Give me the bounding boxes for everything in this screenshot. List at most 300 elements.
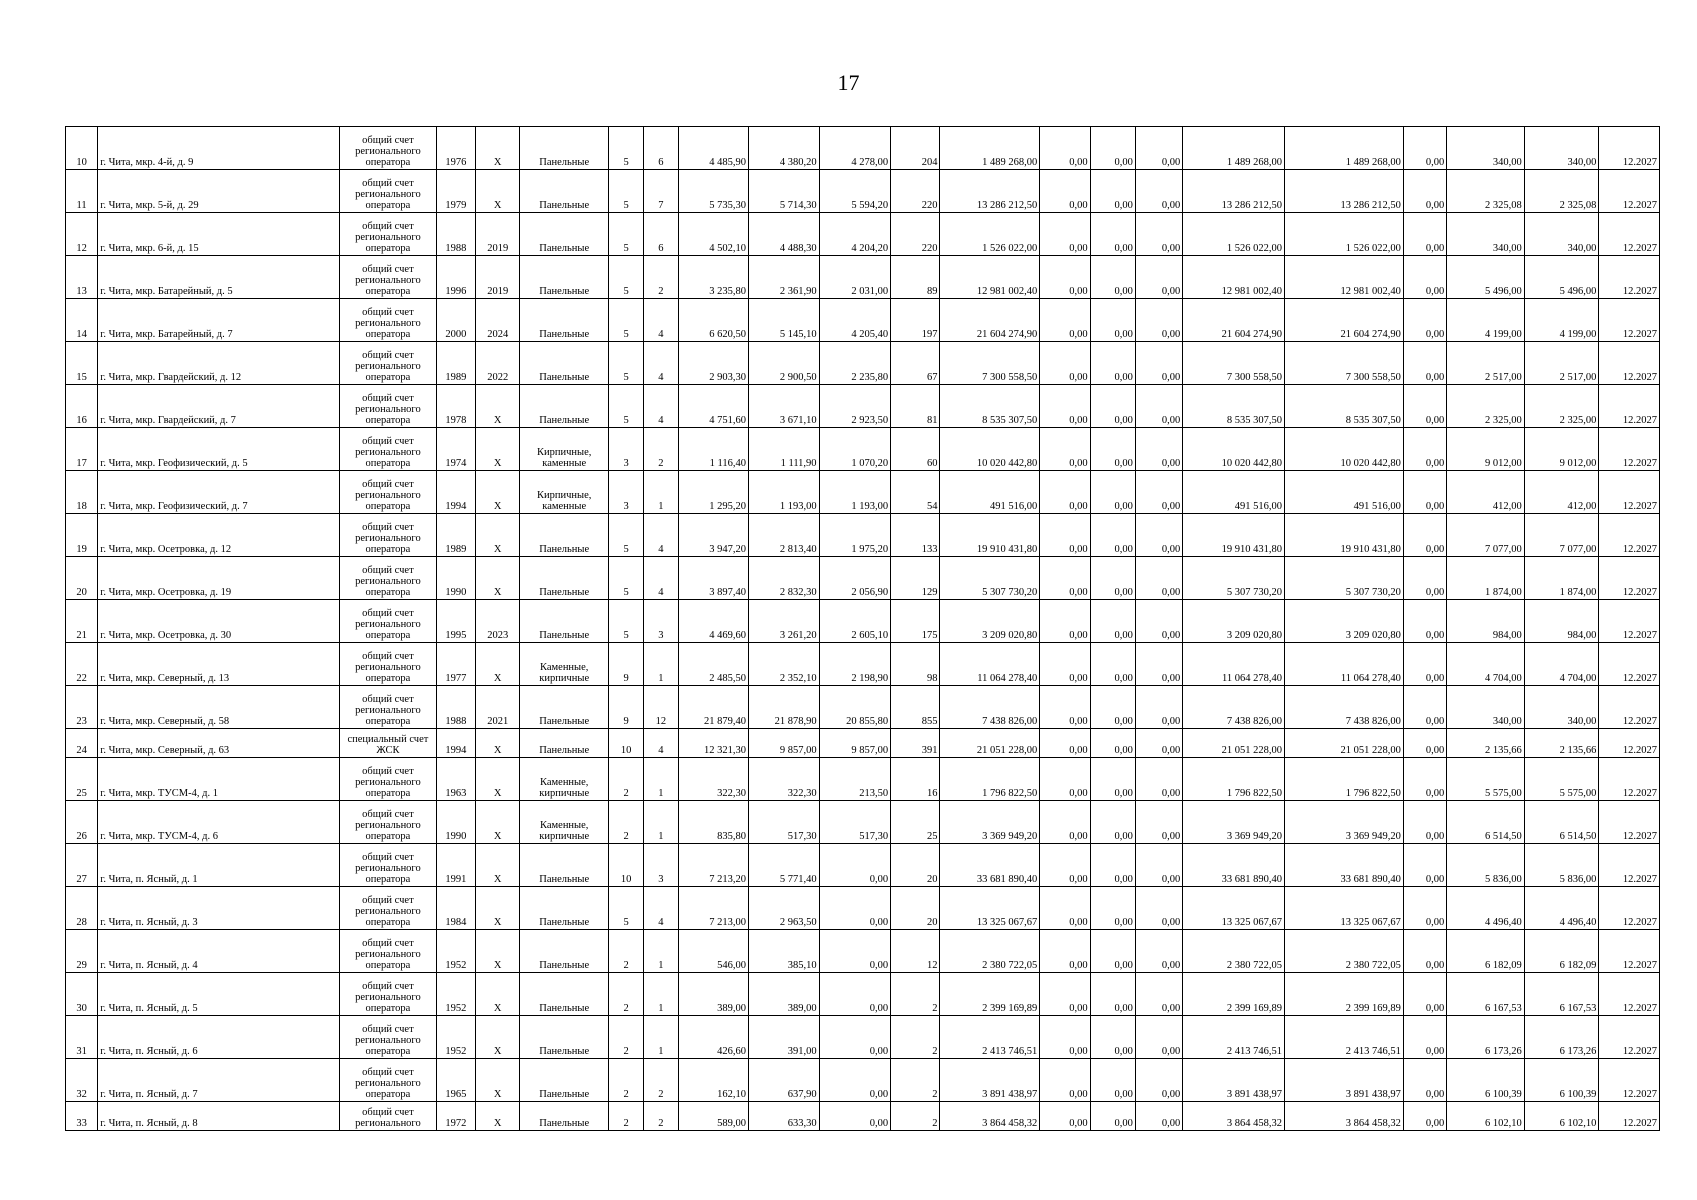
table-row	[66, 844, 1660, 887]
cell-account-type: общий счет регионального оператора	[340, 213, 437, 256]
cell-unit-cost: 2 517,00	[1447, 342, 1525, 385]
cell-cost-local: 0,00	[1135, 471, 1182, 514]
cell-account-type: общий счет регионального оператора	[340, 299, 437, 342]
cell-entrances: 2	[644, 1102, 678, 1131]
cell-cost-owners-total: 12 981 002,40	[1285, 256, 1404, 299]
cell-row-number: 31	[66, 1016, 98, 1059]
cell-row-number: 26	[66, 801, 98, 844]
cell-deadline: 12.2027	[1599, 385, 1660, 428]
cell-overhaul-year: Х	[476, 844, 520, 887]
cell-cost-other: 0,00	[1403, 729, 1446, 758]
cell-cost-total: 10 020 442,80	[940, 428, 1040, 471]
cell-total-area: 3 897,40	[678, 557, 749, 600]
cell-unit-cost-limit: 9 012,00	[1524, 428, 1599, 471]
cell-unit-cost-limit: 2 325,08	[1524, 170, 1599, 213]
cell-area-residential: 1 070,20	[819, 428, 891, 471]
cell-area-residential: 2 031,00	[819, 256, 891, 299]
cell-wall-material: Панельные	[520, 385, 609, 428]
cell-area-residential: 20 855,80	[819, 686, 891, 729]
cell-cost-regional: 0,00	[1090, 758, 1135, 801]
cell-entrances: 7	[644, 170, 678, 213]
cell-cost-local: 0,00	[1135, 844, 1182, 887]
cell-account-type: общий счет регионального оператора	[340, 930, 437, 973]
cell-row-number: 21	[66, 600, 98, 643]
cell-cost-regional: 0,00	[1090, 385, 1135, 428]
cell-overhaul-year: Х	[476, 643, 520, 686]
cell-deadline: 12.2027	[1599, 801, 1660, 844]
cell-floors: 5	[609, 600, 644, 643]
cell-cost-federal: 0,00	[1040, 127, 1090, 170]
cell-cost-regional: 0,00	[1090, 213, 1135, 256]
table-row	[66, 299, 1660, 342]
cell-cost-federal: 0,00	[1040, 729, 1090, 758]
cell-cost-regional: 0,00	[1090, 686, 1135, 729]
cell-cost-regional: 0,00	[1090, 887, 1135, 930]
cell-cost-local: 0,00	[1135, 428, 1182, 471]
cell-cost-total: 1 526 022,00	[940, 213, 1040, 256]
cell-cost-total: 3 369 949,20	[940, 801, 1040, 844]
cell-build-year: 1977	[436, 643, 475, 686]
cell-wall-material: Каменные, кирпичные	[520, 801, 609, 844]
cell-total-area: 389,00	[678, 973, 749, 1016]
cell-total-area: 322,30	[678, 758, 749, 801]
cell-cost-other: 0,00	[1403, 471, 1446, 514]
cell-account-type: общий счет регионального оператора	[340, 428, 437, 471]
cell-area-residential: 4 205,40	[819, 299, 891, 342]
cell-row-number: 10	[66, 127, 98, 170]
cell-address: г. Чита, мкр. ТУСМ-4, д. 6	[98, 801, 340, 844]
cell-cost-local: 0,00	[1135, 342, 1182, 385]
cell-area-premises: 9 857,00	[749, 729, 820, 758]
cell-overhaul-year: Х	[476, 973, 520, 1016]
cell-unit-cost-limit: 2 517,00	[1524, 342, 1599, 385]
cell-cost-local: 0,00	[1135, 930, 1182, 973]
cell-area-premises: 1 111,90	[749, 428, 820, 471]
cell-area-residential: 9 857,00	[819, 729, 891, 758]
cell-area-residential: 517,30	[819, 801, 891, 844]
cell-total-area: 1 116,40	[678, 428, 749, 471]
cell-cost-total: 2 399 169,89	[940, 973, 1040, 1016]
cell-cost-owners-total: 13 286 212,50	[1285, 170, 1404, 213]
cell-cost-owners-total: 2 380 722,05	[1285, 930, 1404, 973]
cell-cost-regional: 0,00	[1090, 643, 1135, 686]
cell-residents: 54	[891, 471, 940, 514]
table-row	[66, 127, 1660, 170]
cell-cost-regional: 0,00	[1090, 729, 1135, 758]
cell-cost-local: 0,00	[1135, 887, 1182, 930]
cell-floors: 5	[609, 170, 644, 213]
cell-entrances: 4	[644, 342, 678, 385]
cell-cost-federal: 0,00	[1040, 1016, 1090, 1059]
cell-unit-cost: 984,00	[1447, 600, 1525, 643]
cell-unit-cost: 4 704,00	[1447, 643, 1525, 686]
cell-unit-cost: 340,00	[1447, 686, 1525, 729]
cell-floors: 2	[609, 1102, 644, 1131]
cell-cost-local: 0,00	[1135, 1102, 1182, 1131]
cell-account-type: общий счет регионального оператора	[340, 514, 437, 557]
table-row	[66, 801, 1660, 844]
cell-total-area: 4 469,60	[678, 600, 749, 643]
cell-build-year: 1995	[436, 600, 475, 643]
cell-cost-owners: 1 489 268,00	[1183, 127, 1285, 170]
cell-cost-owners-total: 19 910 431,80	[1285, 514, 1404, 557]
cell-unit-cost: 6 514,50	[1447, 801, 1525, 844]
cell-entrances: 3	[644, 844, 678, 887]
cell-address: г. Чита, п. Ясный, д. 8	[98, 1102, 340, 1131]
cell-residents: 855	[891, 686, 940, 729]
cell-floors: 3	[609, 428, 644, 471]
cell-total-area: 2 485,50	[678, 643, 749, 686]
cell-residents: 175	[891, 600, 940, 643]
cell-area-premises: 633,30	[749, 1102, 820, 1131]
cell-cost-other: 0,00	[1403, 428, 1446, 471]
cell-unit-cost: 412,00	[1447, 471, 1525, 514]
table-row	[66, 686, 1660, 729]
table-row	[66, 514, 1660, 557]
cell-residents: 2	[891, 1016, 940, 1059]
cell-cost-federal: 0,00	[1040, 428, 1090, 471]
cell-cost-total: 7 300 558,50	[940, 342, 1040, 385]
cell-row-number: 13	[66, 256, 98, 299]
cell-row-number: 22	[66, 643, 98, 686]
cell-overhaul-year: Х	[476, 729, 520, 758]
cell-overhaul-year: Х	[476, 1059, 520, 1102]
cell-cost-owners-total: 8 535 307,50	[1285, 385, 1404, 428]
cell-address: г. Чита, мкр. Северный, д. 13	[98, 643, 340, 686]
cell-row-number: 15	[66, 342, 98, 385]
cell-area-premises: 5 714,30	[749, 170, 820, 213]
cell-cost-federal: 0,00	[1040, 256, 1090, 299]
cell-residents: 60	[891, 428, 940, 471]
cell-overhaul-year: Х	[476, 471, 520, 514]
cell-deadline: 12.2027	[1599, 1016, 1660, 1059]
cell-area-premises: 385,10	[749, 930, 820, 973]
cell-cost-local: 0,00	[1135, 1059, 1182, 1102]
cell-total-area: 21 879,40	[678, 686, 749, 729]
cell-unit-cost-limit: 4 496,40	[1524, 887, 1599, 930]
cell-address: г. Чита, мкр. Геофизический, д. 7	[98, 471, 340, 514]
table-row	[66, 887, 1660, 930]
cell-unit-cost: 6 173,26	[1447, 1016, 1525, 1059]
cell-cost-owners: 3 369 949,20	[1183, 801, 1285, 844]
cell-unit-cost-limit: 4 704,00	[1524, 643, 1599, 686]
cell-cost-total: 21 051 228,00	[940, 729, 1040, 758]
cell-cost-owners: 13 325 067,67	[1183, 887, 1285, 930]
cell-wall-material: Панельные	[520, 342, 609, 385]
cell-cost-owners: 12 981 002,40	[1183, 256, 1285, 299]
cell-cost-owners-total: 2 413 746,51	[1285, 1016, 1404, 1059]
cell-cost-federal: 0,00	[1040, 471, 1090, 514]
cell-address: г. Чита, мкр. Северный, д. 63	[98, 729, 340, 758]
cell-floors: 9	[609, 643, 644, 686]
cell-build-year: 1990	[436, 557, 475, 600]
cell-cost-other: 0,00	[1403, 557, 1446, 600]
cell-cost-other: 0,00	[1403, 1102, 1446, 1131]
cell-unit-cost: 6 100,39	[1447, 1059, 1525, 1102]
cell-row-number: 27	[66, 844, 98, 887]
cell-area-residential: 0,00	[819, 930, 891, 973]
cell-cost-regional: 0,00	[1090, 844, 1135, 887]
cell-row-number: 16	[66, 385, 98, 428]
cell-deadline: 12.2027	[1599, 256, 1660, 299]
cell-overhaul-year: Х	[476, 1102, 520, 1131]
cell-cost-local: 0,00	[1135, 385, 1182, 428]
cell-unit-cost: 1 874,00	[1447, 557, 1525, 600]
cell-floors: 5	[609, 342, 644, 385]
cell-overhaul-year: 2019	[476, 256, 520, 299]
cell-residents: 20	[891, 844, 940, 887]
cell-overhaul-year: Х	[476, 801, 520, 844]
cell-residents: 129	[891, 557, 940, 600]
cell-cost-owners-total: 1 489 268,00	[1285, 127, 1404, 170]
cell-cost-owners: 13 286 212,50	[1183, 170, 1285, 213]
cell-entrances: 1	[644, 973, 678, 1016]
cell-entrances: 6	[644, 213, 678, 256]
cell-cost-regional: 0,00	[1090, 801, 1135, 844]
cell-account-type: общий счет регионального оператора	[340, 887, 437, 930]
cell-cost-owners: 21 604 274,90	[1183, 299, 1285, 342]
cell-row-number: 29	[66, 930, 98, 973]
cell-residents: 12	[891, 930, 940, 973]
cell-entrances: 4	[644, 299, 678, 342]
cell-overhaul-year: Х	[476, 887, 520, 930]
cell-area-residential: 2 923,50	[819, 385, 891, 428]
cell-account-type: общий счет регионального оператора	[340, 844, 437, 887]
cell-wall-material: Каменные, кирпичные	[520, 643, 609, 686]
cell-unit-cost: 5 836,00	[1447, 844, 1525, 887]
cell-entrances: 4	[644, 514, 678, 557]
cell-area-premises: 4 380,20	[749, 127, 820, 170]
cell-deadline: 12.2027	[1599, 299, 1660, 342]
cell-total-area: 6 620,50	[678, 299, 749, 342]
cell-wall-material: Кирпичные, каменные	[520, 428, 609, 471]
cell-area-premises: 2 361,90	[749, 256, 820, 299]
cell-cost-owners: 2 380 722,05	[1183, 930, 1285, 973]
cell-address: г. Чита, п. Ясный, д. 7	[98, 1059, 340, 1102]
cell-floors: 5	[609, 213, 644, 256]
cell-deadline: 12.2027	[1599, 686, 1660, 729]
cell-floors: 5	[609, 514, 644, 557]
cell-residents: 16	[891, 758, 940, 801]
cell-address: г. Чита, мкр. Геофизический, д. 5	[98, 428, 340, 471]
cell-deadline: 12.2027	[1599, 729, 1660, 758]
cell-area-residential: 4 204,20	[819, 213, 891, 256]
cell-total-area: 546,00	[678, 930, 749, 973]
cell-floors: 10	[609, 729, 644, 758]
cell-area-residential: 0,00	[819, 1016, 891, 1059]
cell-wall-material: Панельные	[520, 256, 609, 299]
cell-cost-total: 19 910 431,80	[940, 514, 1040, 557]
cell-cost-other: 0,00	[1403, 973, 1446, 1016]
cell-account-type: общий счет регионального оператора	[340, 127, 437, 170]
cell-area-premises: 2 832,30	[749, 557, 820, 600]
table-row	[66, 758, 1660, 801]
cell-address: г. Чита, мкр. Гвардейский, д. 12	[98, 342, 340, 385]
cell-cost-federal: 0,00	[1040, 600, 1090, 643]
cell-cost-total: 8 535 307,50	[940, 385, 1040, 428]
cell-account-type: общий счет регионального оператора	[340, 385, 437, 428]
cell-cost-regional: 0,00	[1090, 973, 1135, 1016]
cell-build-year: 1979	[436, 170, 475, 213]
cell-deadline: 12.2027	[1599, 170, 1660, 213]
cell-deadline: 12.2027	[1599, 930, 1660, 973]
cell-row-number: 19	[66, 514, 98, 557]
cell-residents: 2	[891, 1102, 940, 1131]
cell-overhaul-year: Х	[476, 428, 520, 471]
cell-cost-owners-total: 491 516,00	[1285, 471, 1404, 514]
cell-residents: 220	[891, 170, 940, 213]
cell-cost-owners-total: 3 891 438,97	[1285, 1059, 1404, 1102]
cell-area-premises: 2 900,50	[749, 342, 820, 385]
cell-overhaul-year: Х	[476, 127, 520, 170]
cell-area-premises: 21 878,90	[749, 686, 820, 729]
cell-row-number: 33	[66, 1102, 98, 1131]
cell-floors: 5	[609, 299, 644, 342]
cell-residents: 133	[891, 514, 940, 557]
cell-deadline: 12.2027	[1599, 514, 1660, 557]
cell-wall-material: Панельные	[520, 299, 609, 342]
table-row	[66, 170, 1660, 213]
cell-total-area: 4 485,90	[678, 127, 749, 170]
cell-row-number: 12	[66, 213, 98, 256]
cell-entrances: 4	[644, 385, 678, 428]
cell-floors: 2	[609, 758, 644, 801]
cell-cost-federal: 0,00	[1040, 170, 1090, 213]
cell-account-type: общий счет регионального оператора	[340, 643, 437, 686]
cell-deadline: 12.2027	[1599, 643, 1660, 686]
cell-wall-material: Панельные	[520, 686, 609, 729]
cell-cost-total: 491 516,00	[940, 471, 1040, 514]
cell-build-year: 1952	[436, 1016, 475, 1059]
cell-cost-total: 13 325 067,67	[940, 887, 1040, 930]
cell-residents: 2	[891, 1059, 940, 1102]
cell-row-number: 11	[66, 170, 98, 213]
cell-entrances: 3	[644, 600, 678, 643]
cell-floors: 2	[609, 930, 644, 973]
cell-floors: 5	[609, 557, 644, 600]
cell-row-number: 28	[66, 887, 98, 930]
cell-floors: 5	[609, 887, 644, 930]
cell-cost-owners-total: 5 307 730,20	[1285, 557, 1404, 600]
cell-deadline: 12.2027	[1599, 471, 1660, 514]
cell-cost-federal: 0,00	[1040, 844, 1090, 887]
cell-total-area: 162,10	[678, 1059, 749, 1102]
cell-cost-local: 0,00	[1135, 758, 1182, 801]
cell-total-area: 2 903,30	[678, 342, 749, 385]
cell-build-year: 1976	[436, 127, 475, 170]
cell-cost-other: 0,00	[1403, 643, 1446, 686]
cell-wall-material: Панельные	[520, 887, 609, 930]
cell-unit-cost-limit: 6 173,26	[1524, 1016, 1599, 1059]
table-row	[66, 1059, 1660, 1102]
cell-total-area: 12 321,30	[678, 729, 749, 758]
cell-cost-other: 0,00	[1403, 170, 1446, 213]
cell-area-residential: 2 235,80	[819, 342, 891, 385]
cell-cost-other: 0,00	[1403, 801, 1446, 844]
cell-address: г. Чита, мкр. 5-й, д. 29	[98, 170, 340, 213]
cell-total-area: 589,00	[678, 1102, 749, 1131]
cell-cost-owners-total: 1 526 022,00	[1285, 213, 1404, 256]
cell-overhaul-year: Х	[476, 758, 520, 801]
cell-area-residential: 0,00	[819, 844, 891, 887]
cell-cost-local: 0,00	[1135, 213, 1182, 256]
cell-cost-owners: 5 307 730,20	[1183, 557, 1285, 600]
cell-unit-cost-limit: 6 100,39	[1524, 1059, 1599, 1102]
cell-cost-regional: 0,00	[1090, 600, 1135, 643]
cell-address: г. Чита, мкр. 6-й, д. 15	[98, 213, 340, 256]
cell-cost-regional: 0,00	[1090, 127, 1135, 170]
cell-total-area: 3 947,20	[678, 514, 749, 557]
cell-entrances: 1	[644, 643, 678, 686]
cell-area-premises: 517,30	[749, 801, 820, 844]
table-row	[66, 729, 1660, 758]
cell-area-premises: 5 145,10	[749, 299, 820, 342]
cell-cost-total: 13 286 212,50	[940, 170, 1040, 213]
cell-area-residential: 2 056,90	[819, 557, 891, 600]
cell-cost-owners: 1 526 022,00	[1183, 213, 1285, 256]
cell-entrances: 1	[644, 801, 678, 844]
cell-entrances: 2	[644, 256, 678, 299]
cell-address: г. Чита, п. Ясный, д. 3	[98, 887, 340, 930]
cell-entrances: 1	[644, 1016, 678, 1059]
cell-cost-owners: 21 051 228,00	[1183, 729, 1285, 758]
cell-cost-local: 0,00	[1135, 729, 1182, 758]
cell-cost-federal: 0,00	[1040, 514, 1090, 557]
cell-build-year: 1989	[436, 514, 475, 557]
table-row	[66, 930, 1660, 973]
cell-cost-other: 0,00	[1403, 299, 1446, 342]
table-row	[66, 973, 1660, 1016]
cell-total-area: 426,60	[678, 1016, 749, 1059]
cell-cost-regional: 0,00	[1090, 342, 1135, 385]
cell-area-premises: 3 671,10	[749, 385, 820, 428]
cell-cost-owners: 33 681 890,40	[1183, 844, 1285, 887]
cell-floors: 3	[609, 471, 644, 514]
cell-wall-material: Кирпичные, каменные	[520, 471, 609, 514]
cell-cost-regional: 0,00	[1090, 170, 1135, 213]
cell-account-type: общий счет регионального оператора	[340, 686, 437, 729]
cell-address: г. Чита, мкр. 4-й, д. 9	[98, 127, 340, 170]
cell-unit-cost: 5 575,00	[1447, 758, 1525, 801]
cell-address: г. Чита, мкр. ТУСМ-4, д. 1	[98, 758, 340, 801]
cell-cost-total: 1 796 822,50	[940, 758, 1040, 801]
cell-cost-owners-total: 21 604 274,90	[1285, 299, 1404, 342]
cell-floors: 5	[609, 385, 644, 428]
cell-account-type: общий счет регионального оператора	[340, 471, 437, 514]
cell-cost-owners: 3 891 438,97	[1183, 1059, 1285, 1102]
cell-account-type: общий счет регионального оператора	[340, 342, 437, 385]
cell-residents: 67	[891, 342, 940, 385]
cell-residents: 98	[891, 643, 940, 686]
cell-cost-owners: 11 064 278,40	[1183, 643, 1285, 686]
cell-unit-cost-limit: 412,00	[1524, 471, 1599, 514]
cell-address: г. Чита, мкр. Гвардейский, д. 7	[98, 385, 340, 428]
cell-cost-other: 0,00	[1403, 844, 1446, 887]
cell-address: г. Чита, мкр. Осетровка, д. 19	[98, 557, 340, 600]
cell-cost-federal: 0,00	[1040, 930, 1090, 973]
cell-deadline: 12.2027	[1599, 973, 1660, 1016]
cell-cost-owners-total: 3 369 949,20	[1285, 801, 1404, 844]
cell-unit-cost-limit: 340,00	[1524, 127, 1599, 170]
cell-area-premises: 2 963,50	[749, 887, 820, 930]
cell-unit-cost-limit: 6 182,09	[1524, 930, 1599, 973]
cell-cost-regional: 0,00	[1090, 557, 1135, 600]
cell-cost-regional: 0,00	[1090, 428, 1135, 471]
cell-cost-owners: 7 300 558,50	[1183, 342, 1285, 385]
cell-cost-owners-total: 21 051 228,00	[1285, 729, 1404, 758]
cell-wall-material: Панельные	[520, 514, 609, 557]
cell-build-year: 1994	[436, 471, 475, 514]
